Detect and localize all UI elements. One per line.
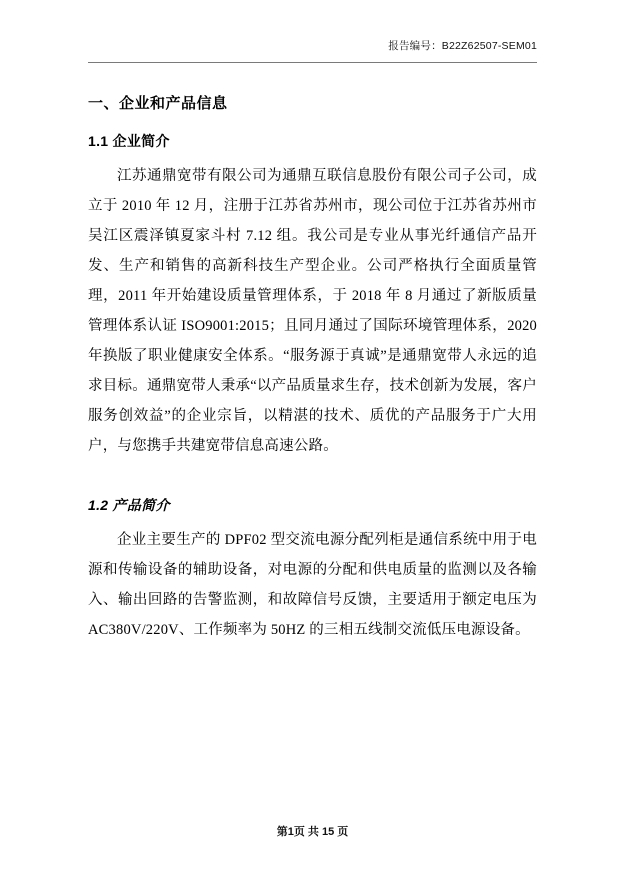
subsection-heading-1-2: 1.2 产品简介 — [88, 497, 170, 513]
subsection-heading-1-1: 1.1 企业简介 — [88, 133, 170, 149]
section-heading: 一、企业和产品信息 — [88, 95, 228, 112]
page-content — [88, 78, 537, 645]
header-divider — [88, 62, 537, 63]
report-number: 报告编号：B22Z62507-SEM01 — [388, 40, 537, 52]
subsection-body-1-2: 企业主要生产的 DPF02 型交流电源分配列柜是通信系统中用于电源和传输设备的辅助设备，对电源的分配和供电质量的监测以及各输入、输出回路的告警监测，和故障信号反馈，主要适用于额定电压为 AC380V/220V、工作频率为 50HZ 的三相五线制交流低压电源设备。 — [88, 532, 537, 638]
page-header — [88, 38, 537, 59]
page-footer — [88, 823, 537, 839]
page-indicator: 第1页 共 15 页 — [276, 826, 349, 838]
subsection-body-1-1: 江苏通鼎宽带有限公司为通鼎互联信息股份有限公司子公司，成立于 2010 年 12 月，注册于江苏省苏州市，现公司位于江苏省苏州市吴江区震泽镇夏家斗村 7.12 组。我公司是专业从事光纤通信产品开发、生产和销售的高新科技生产型企业。公司严格执行全面质量管理，2011 年开始建设质量管理体系，于 2018 年 8 月通过了新版质量管理体系认证 ISO9001:2015；且同月通过了国际环境管理体系，2020 年换版了职业健康安全体系。“服务源于真诚”是通鼎宽带人永远的追求目标。通鼎宽带人秉承“以产品质量求生存，技术创新为发展，客户服务创效益”的企业宗旨，以精湛的技术、质优的产品服务于广大用户，与您携手共建宽带信息高速公路。 — [88, 168, 537, 454]
